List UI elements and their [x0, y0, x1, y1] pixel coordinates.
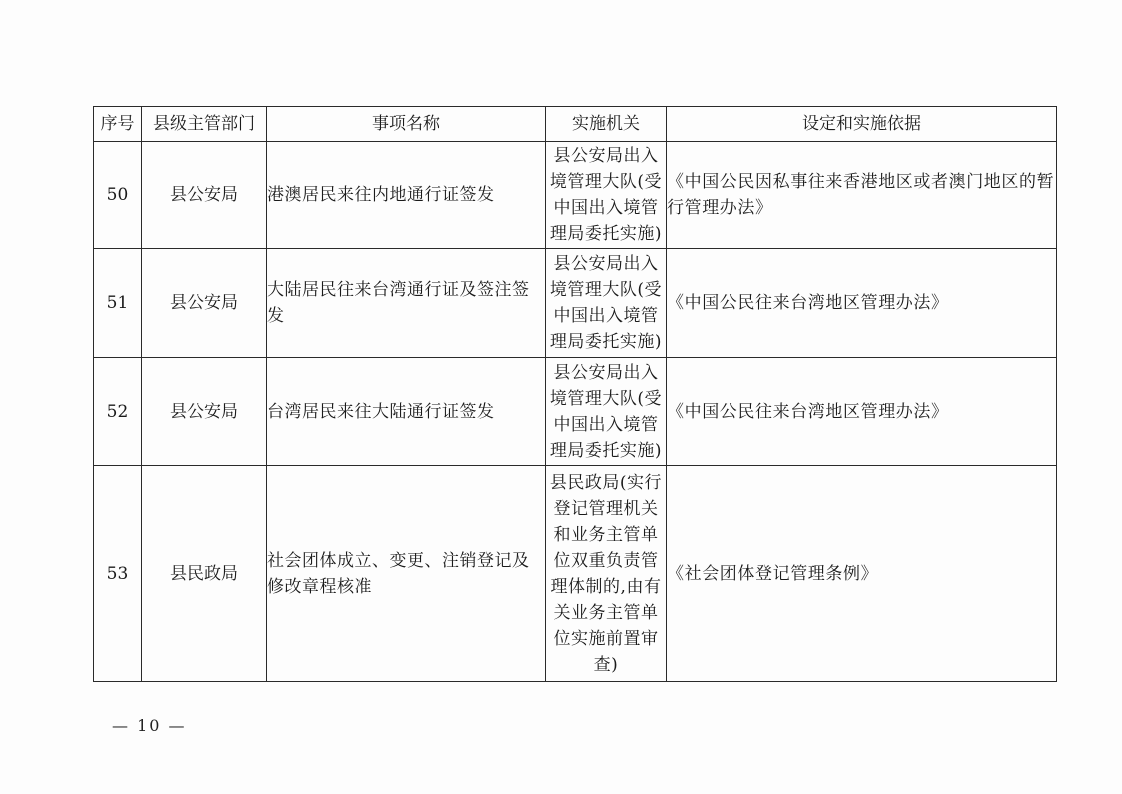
cell-dept: 县民政局: [142, 466, 267, 682]
cell-org: 县公安局出入境管理大队(受中国出入境管理局委托实施): [546, 249, 667, 358]
cell-dept: 县公安局: [142, 249, 267, 358]
cell-seq: 53: [94, 466, 142, 682]
cell-org: 县公安局出入境管理大队(受中国出入境管理局委托实施): [546, 142, 667, 249]
table-row: [94, 249, 1057, 358]
cell-dept: 县公安局: [142, 358, 267, 466]
cell-item: 大陆居民往来台湾通行证及签注签发: [267, 249, 546, 358]
cell-item: 台湾居民来往大陆通行证签发: [267, 358, 546, 466]
table-row: [94, 358, 1057, 466]
cell-basis: 《社会团体登记管理条例》: [667, 466, 1057, 682]
page-number: — 10 —: [112, 716, 187, 735]
cell-seq: 50: [94, 142, 142, 249]
cell-dept: 县公安局: [142, 142, 267, 249]
administrative-items-table: [93, 106, 1057, 682]
table-row: [94, 466, 1057, 682]
cell-basis: 《中国公民往来台湾地区管理办法》: [667, 358, 1057, 466]
cell-org: 县民政局(实行登记管理机关和业务主管单位双重负责管理体制的,由有关业务主管单位实施前置审查): [546, 466, 667, 682]
header-org: 实施机关: [546, 107, 667, 142]
table-header-row: [94, 107, 1057, 142]
header-seq: 序号: [94, 107, 142, 142]
header-basis: 设定和实施依据: [667, 107, 1057, 142]
header-dept: 县级主管部门: [142, 107, 267, 142]
cell-item: 港澳居民来往内地通行证签发: [267, 142, 546, 249]
cell-basis: 《中国公民往来台湾地区管理办法》: [667, 249, 1057, 358]
cell-seq: 51: [94, 249, 142, 358]
cell-org: 县公安局出入境管理大队(受中国出入境管理局委托实施): [546, 358, 667, 466]
cell-basis: 《中国公民因私事往来香港地区或者澳门地区的暂行管理办法》: [667, 142, 1057, 249]
cell-item: 社会团体成立、变更、注销登记及修改章程核准: [267, 466, 546, 682]
header-item: 事项名称: [267, 107, 546, 142]
table-row: [94, 142, 1057, 249]
cell-seq: 52: [94, 358, 142, 466]
